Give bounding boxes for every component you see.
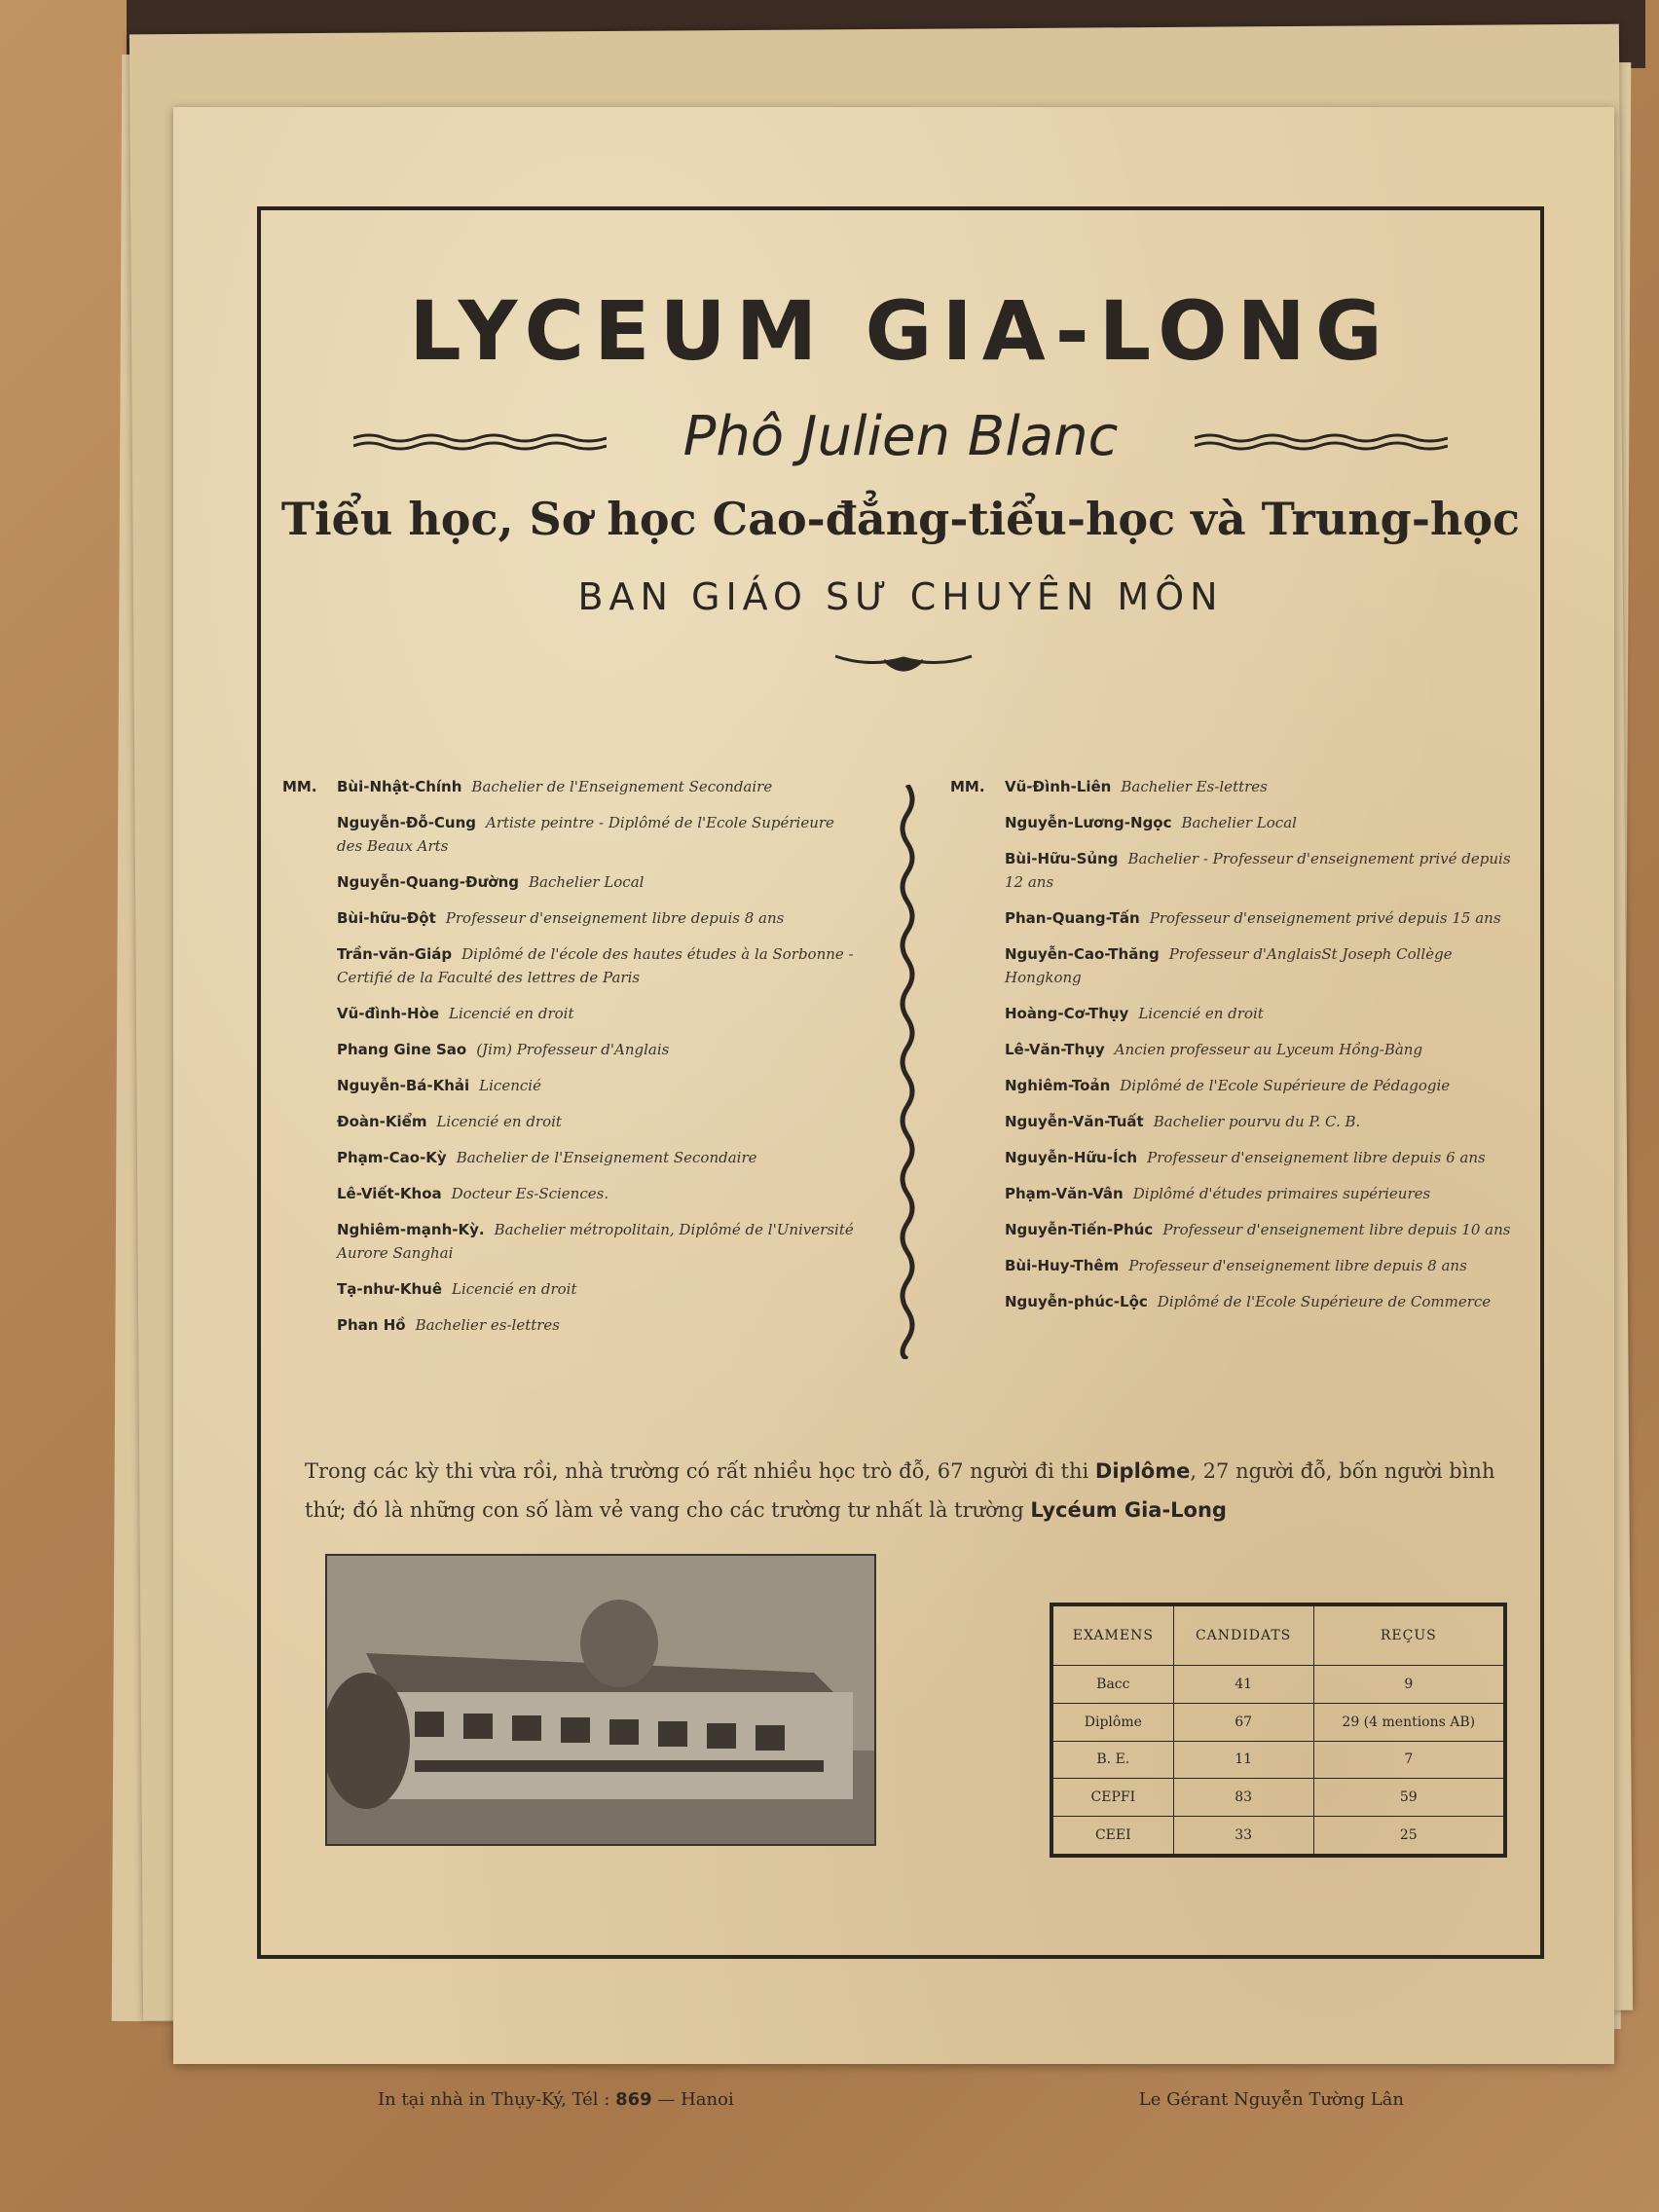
candidates-count: 33 <box>1173 1817 1313 1855</box>
exam-name: CEPFI <box>1053 1779 1174 1817</box>
faculty-entry <box>282 1002 857 1025</box>
faculty-name: Nguyễn-Cao-Thăng <box>1005 945 1160 963</box>
passed-count: 25 <box>1313 1817 1503 1855</box>
faculty-entry <box>950 906 1530 930</box>
faculty-column-right <box>950 775 1530 1326</box>
faculty-credentials: Licencié en droit <box>1138 1005 1264 1022</box>
faculty-entry <box>282 1277 857 1301</box>
faculty-name: Vũ-đình-Hòe <box>337 1005 440 1022</box>
faculty-credentials: Bachelier métropolitain, Diplômé de l'Université Aurore Sanghai <box>337 1221 854 1262</box>
faculty-credentials: Artiste peintre - Diplômé de l'Ecole Supérieure des Beaux Arts <box>337 814 834 855</box>
faculty-credentials: Licencié en droit <box>436 1113 562 1130</box>
faculty-name: Bùi-Huy-Thêm <box>1005 1257 1120 1274</box>
faculty-entry <box>282 1074 857 1097</box>
faculty-entry <box>282 1038 857 1061</box>
faculty-credentials: Bachelier de l'Enseignement Secondaire <box>456 1149 757 1166</box>
faculty-entry-body <box>950 811 1530 834</box>
faculty-prefix: MM. <box>282 778 317 795</box>
faculty-entry-body <box>282 1182 857 1205</box>
faculty-entry-body <box>282 870 857 894</box>
faculty-name: Lê-Viết-Khoa <box>337 1185 442 1202</box>
faculty-credentials: Ancien professeur au Lyceum Hồng-Bàng <box>1114 1041 1423 1058</box>
faculty-entry-body <box>282 1313 857 1337</box>
faculty-entry <box>282 1218 857 1265</box>
faculty-entry-body <box>950 1254 1530 1277</box>
faculty-entry <box>950 942 1530 989</box>
faculty-entry-body <box>950 1074 1530 1097</box>
flourish-ornament-icon <box>830 648 977 682</box>
faculty-name: Nghiêm-mạnh-Kỳ. <box>337 1221 485 1238</box>
faculty-name: Phan-Quang-Tấn <box>1005 909 1140 927</box>
faculty-entry <box>950 1038 1530 1061</box>
faculty-entry-body <box>950 1146 1530 1169</box>
faculty-name: Hoàng-Cơ-Thụy <box>1005 1005 1129 1022</box>
faculty-name: Lê-Văn-Thụy <box>1005 1041 1105 1058</box>
exam-name: Bacc <box>1053 1666 1174 1704</box>
summary-emphasis-school: Lycéum Gia-Long <box>1030 1498 1227 1522</box>
faculty-credentials: Docteur Es-Sciences. <box>451 1185 609 1202</box>
faculty-entry-body <box>282 1002 857 1025</box>
faculty-entry <box>950 775 1530 798</box>
faculty-entry <box>950 1110 1530 1133</box>
faculty-entry <box>282 1146 857 1169</box>
faculty-entry <box>950 1290 1530 1313</box>
summary-emphasis-diplome: Diplôme <box>1094 1459 1191 1483</box>
faculty-entry-body <box>950 906 1530 930</box>
faculty-entry <box>950 1146 1530 1169</box>
faculty-entry-body <box>282 942 857 989</box>
faculty-credentials: Diplômé d'études primaires supérieures <box>1132 1185 1431 1202</box>
printer-telephone: 869 <box>615 2089 652 2110</box>
faculty-credentials: Diplômé de l'Ecole Supérieure de Pédagogie <box>1120 1077 1451 1094</box>
faculty-name: Nguyễn-Quang-Đường <box>337 873 519 891</box>
faculty-entry <box>282 811 857 858</box>
wave-ornament-right-icon <box>1195 432 1448 452</box>
faculty-credentials: Bachelier Local <box>529 873 645 891</box>
school-levels-tagline: Tiểu học, Sơ học Cao-đẳng-tiểu-học và Trung-học <box>280 493 1521 545</box>
faculty-entry-body <box>950 1218 1530 1241</box>
faculty-entry-body <box>950 847 1530 894</box>
faculty-entry <box>950 1254 1530 1277</box>
faculty-entry <box>282 870 857 894</box>
faculty-credentials: Professeur d'enseignement libre depuis 8 ans <box>1128 1257 1467 1274</box>
faculty-name: Phang Gine Sao <box>337 1041 467 1058</box>
faculty-entry <box>950 1002 1530 1025</box>
table-row <box>1053 1817 1504 1855</box>
faculty-name: Nguyễn-Văn-Tuất <box>1005 1113 1144 1130</box>
subtitle-row <box>353 405 1448 473</box>
faculty-credentials: Professeur d'enseignement privé depuis 15 ans <box>1149 909 1501 927</box>
passed-count: 9 <box>1313 1666 1503 1704</box>
faculty-entry <box>950 1182 1530 1205</box>
faculty-entry-body <box>282 1277 857 1301</box>
faculty-credentials: Bachelier pourvu du P. C. B. <box>1153 1113 1361 1130</box>
candidates-count: 41 <box>1173 1666 1313 1704</box>
faculty-entry-body <box>282 1074 857 1097</box>
printer-city: — Hanoi <box>657 2089 734 2110</box>
faculty-entry <box>282 942 857 989</box>
table-row <box>1053 1703 1504 1741</box>
faculty-column-left <box>282 775 857 1349</box>
faculty-name: Nguyễn-Tiến-Phúc <box>1005 1221 1154 1238</box>
faculty-entry <box>950 847 1530 894</box>
column-header-examens: EXAMENS <box>1053 1606 1174 1666</box>
passed-count: 59 <box>1313 1779 1503 1817</box>
faculty-credentials: Diplômé de l'école des hautes études à la Sorbonne - Certifié de la Faculté des lettres de Paris <box>337 945 854 986</box>
faculty-entry-body <box>950 1182 1530 1205</box>
faculty-credentials: Professeur d'AnglaisSt Joseph Collège Hongkong <box>1005 945 1453 986</box>
faculty-name: Phan Hồ <box>337 1316 406 1334</box>
faculty-name: Nguyễn-Đỗ-Cung <box>337 814 477 831</box>
advertisement-frame <box>257 206 1544 2110</box>
faculty-credentials: Bachelier Local <box>1181 814 1297 831</box>
faculty-entry-body <box>950 1290 1530 1313</box>
faculty-credentials: Licencié <box>479 1077 541 1094</box>
faculty-entry-body <box>282 1146 857 1169</box>
faculty-credentials: (Jim) Professeur d'Anglais <box>476 1041 670 1058</box>
faculty-entry-body <box>282 1218 857 1265</box>
faculty-credentials: Bachelier de l'Enseignement Secondaire <box>471 778 773 795</box>
table-row <box>1053 1666 1504 1704</box>
faculty-credentials: Professeur d'enseignement libre depuis 6 ans <box>1147 1149 1486 1166</box>
street-subtitle: Phô Julien Blanc <box>682 405 1119 468</box>
summary-text-2: , 27 người đỗ, bốn người bình thứ; đó là những con số làm vẻ vang cho các trường tư nhất là trường <box>305 1459 1495 1522</box>
faculty-entry-body <box>950 775 1530 798</box>
faculty-entry <box>950 811 1530 834</box>
faculty-name: Phạm-Cao-Kỳ <box>337 1149 447 1166</box>
faculty-name: Nguyễn-Hữu-Ích <box>1005 1149 1138 1166</box>
faculty-name: Tạ-như-Khuê <box>337 1280 442 1298</box>
passed-count: 29 (4 mentions AB) <box>1313 1703 1503 1741</box>
faculty-credentials: Licencié en droit <box>452 1280 577 1298</box>
faculty-name: Trần-văn-Giáp <box>337 945 453 963</box>
table-row <box>1053 1779 1504 1817</box>
faculty-entry-body <box>950 1038 1530 1061</box>
faculty-credentials: Bachelier Es-lettres <box>1121 778 1268 795</box>
faculty-entry-body <box>282 775 857 798</box>
exam-name: Diplôme <box>1053 1703 1174 1741</box>
faculty-name: Nguyễn-Bá-Khải <box>337 1077 470 1094</box>
faculty-credentials: Diplômé de l'Ecole Supérieure de Commerce <box>1157 1293 1492 1310</box>
faculty-name: Bùi-Hữu-Sủng <box>1005 850 1119 867</box>
faculty-entry <box>950 1218 1530 1241</box>
faculty-entry-body <box>950 1002 1530 1025</box>
candidates-count: 67 <box>1173 1703 1313 1741</box>
faculty-credentials: Professeur d'enseignement libre depuis 10 ans <box>1162 1221 1511 1238</box>
faculty-entry-body <box>282 811 857 858</box>
faculty-name: Nguyễn-Lương-Ngọc <box>1005 814 1172 831</box>
faculty-prefix: MM. <box>950 778 985 795</box>
exam-name: B. E. <box>1053 1741 1174 1779</box>
passed-count: 7 <box>1313 1741 1503 1779</box>
school-building-photo <box>325 1554 876 1846</box>
faculty-entry <box>282 1313 857 1337</box>
faculty-entry <box>950 1074 1530 1097</box>
faculty-heading: BAN GIÁO SƯ CHUYÊN MÔN <box>577 575 1224 618</box>
faculty-name: Bùi-hữu-Đột <box>337 909 436 927</box>
faculty-entry-body <box>282 1038 857 1061</box>
wavy-column-divider-icon <box>896 785 919 1359</box>
faculty-name: Nguyễn-phúc-Lộc <box>1005 1293 1148 1310</box>
faculty-name: Vũ-Đình-Liên <box>1005 778 1112 795</box>
faculty-entry-body <box>282 1110 857 1133</box>
table-row <box>1053 1741 1504 1779</box>
faculty-entry <box>282 1182 857 1205</box>
exam-summary-paragraph <box>305 1452 1511 1530</box>
faculty-name: Nghiêm-Toản <box>1005 1077 1111 1094</box>
exam-name: CEEI <box>1053 1817 1174 1855</box>
exam-results-table <box>1050 1603 1507 1858</box>
faculty-credentials: Bachelier - Professeur d'enseignement privé depuis 12 ans <box>1005 850 1511 891</box>
summary-text-1: Trong các kỳ thi vừa rồi, nhà trường có rất nhiều học trò đỗ, 67 người đi thi <box>305 1459 1089 1483</box>
faculty-credentials: Licencié en droit <box>449 1005 574 1022</box>
faculty-entry-body <box>950 1110 1530 1133</box>
column-header-candidats: CANDIDATS <box>1173 1606 1313 1666</box>
manager-credit: Le Gérant Nguyễn Tường Lân <box>1138 2089 1404 2110</box>
faculty-credentials: Bachelier es-lettres <box>415 1316 560 1334</box>
faculty-entry-body <box>282 906 857 930</box>
candidates-count: 11 <box>1173 1741 1313 1779</box>
school-building-illustration <box>327 1556 874 1844</box>
faculty-credentials: Professeur d'enseignement libre depuis 8 ans <box>445 909 785 927</box>
faculty-entry <box>282 1110 857 1133</box>
faculty-entry-body <box>950 942 1530 989</box>
school-title: LYCEUM GIA-LONG <box>409 283 1392 379</box>
printer-credit <box>378 2089 734 2110</box>
faculty-entry <box>282 775 857 798</box>
printer-text: In tại nhà in Thụy-Ký, Tél : <box>378 2089 610 2110</box>
faculty-entry <box>282 906 857 930</box>
column-header-recus: REÇUS <box>1313 1606 1503 1666</box>
faculty-name: Phạm-Văn-Vân <box>1005 1185 1124 1202</box>
faculty-name: Đoàn-Kiểm <box>337 1113 427 1130</box>
candidates-count: 83 <box>1173 1779 1313 1817</box>
faculty-name: Bùi-Nhật-Chính <box>337 778 462 795</box>
